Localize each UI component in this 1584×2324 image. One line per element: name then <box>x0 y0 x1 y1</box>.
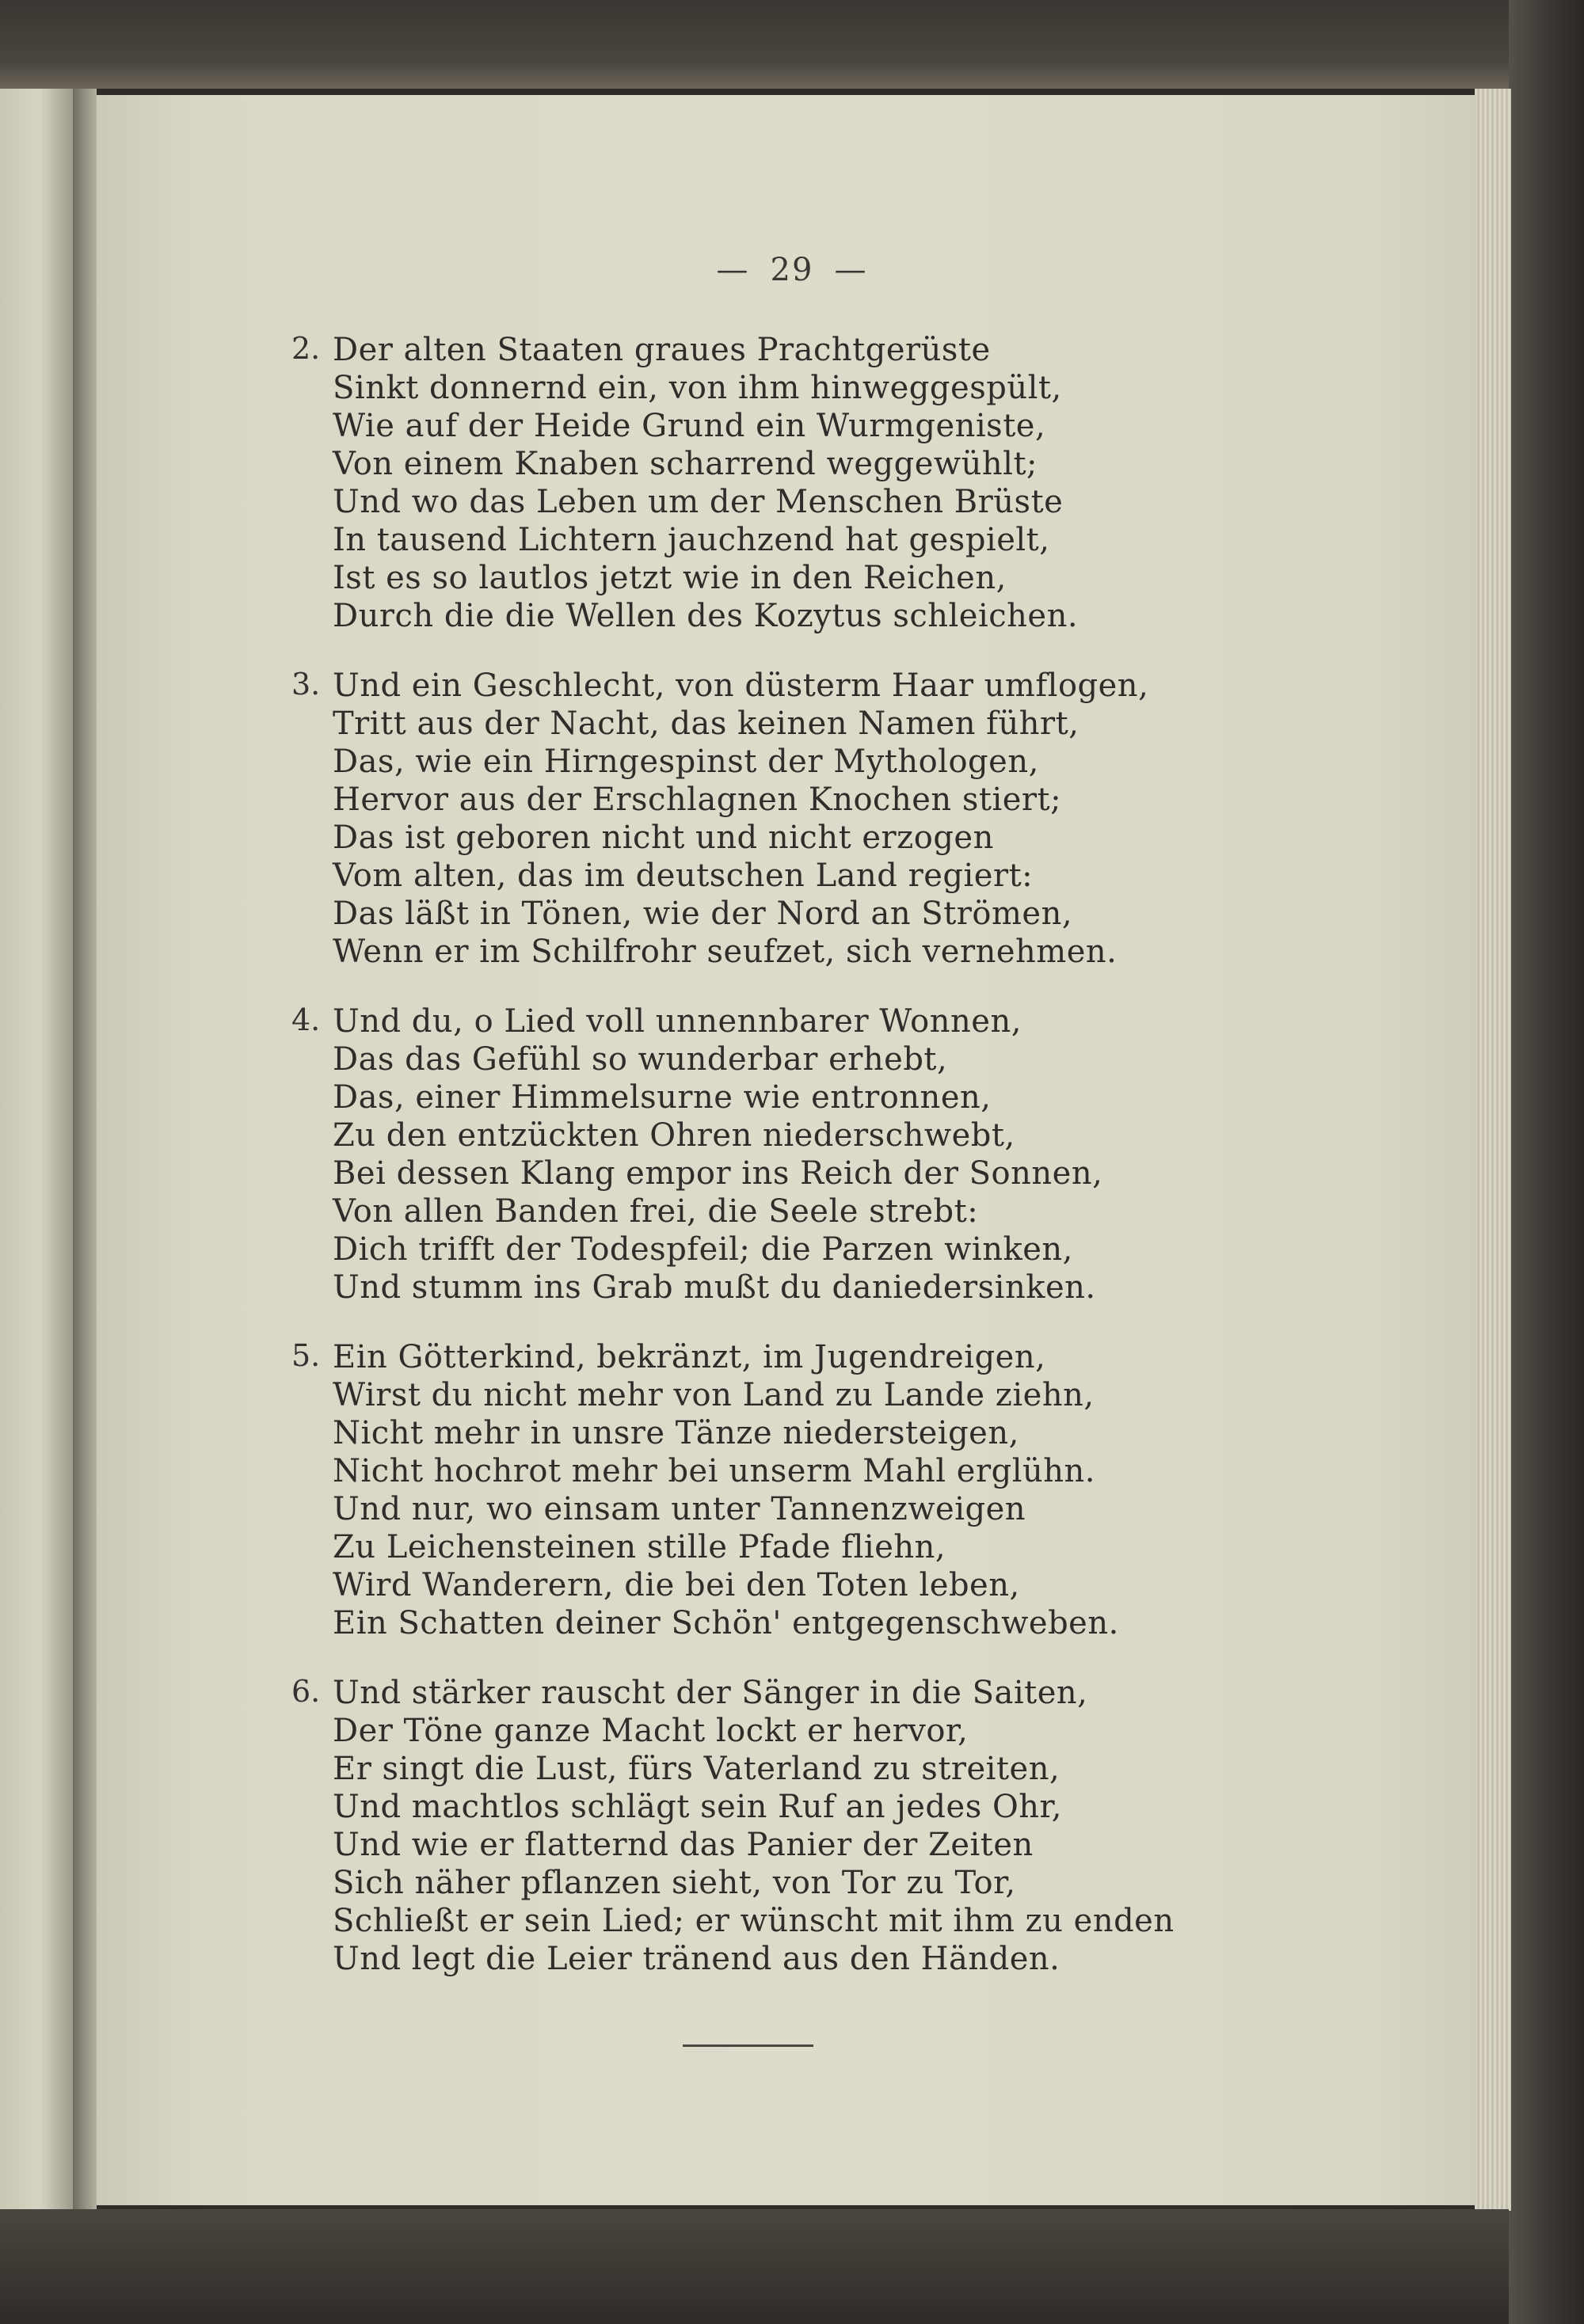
stanza-number: 2. <box>291 331 321 366</box>
dash-left: — <box>716 252 750 288</box>
verse-line: Nicht hochrot mehr bei unserm Mahl erglühn. <box>333 1453 1095 1489</box>
book-bottom-edge <box>0 2209 1509 2324</box>
verse-line: Hervor aus der Erschlagnen Knochen stiert; <box>333 782 1062 818</box>
verse-line: Und ein Geschlecht, von düsterm Haar umflogen, <box>333 668 1149 704</box>
verse-line: Sich näher pflanzen sieht, von Tor zu Tor, <box>333 1865 1016 1901</box>
verse-line: Ein Götterkind, bekränzt, im Jugendreigen, <box>333 1339 1046 1375</box>
verse-line: Der alten Staaten graues Prachtgerüste <box>333 332 991 368</box>
verse-line: Das ist geboren nicht und nicht erzogen <box>333 820 994 856</box>
verse-line: Zu den entzückten Ohren niederschwebt, <box>333 1117 1015 1154</box>
book-cover-top <box>0 0 1509 89</box>
verse-line: In tausend Lichtern jauchzend hat gespielt, <box>333 522 1050 558</box>
stanza-number: 6. <box>291 1674 321 1709</box>
verse-line: Schließt er sein Lied; er wünscht mit ihm zu enden <box>333 1903 1175 1939</box>
verse-line: Der Töne ganze Macht lockt er hervor, <box>333 1713 969 1749</box>
verse-line: Wird Wanderern, die bei den Toten leben, <box>333 1567 1020 1603</box>
stanza-4 <box>291 1002 1103 1307</box>
verse-line: Das, einer Himmelsurne wie entronnen, <box>333 1079 992 1116</box>
verse-line: Und wo das Leben um der Menschen Brüste <box>333 484 1064 520</box>
book-cover-right <box>1509 0 1584 2324</box>
book-gutter <box>73 89 97 2227</box>
verse-line: Tritt aus der Nacht, das keinen Namen führt, <box>333 706 1079 742</box>
verse-line: Und machtlos schlägt sein Ruf an jedes Ohr, <box>333 1789 1062 1825</box>
stanza-number: 4. <box>291 1002 321 1037</box>
verse-line: Bei dessen Klang empor ins Reich der Sonnen, <box>333 1155 1103 1192</box>
verse-line: Ist es so lautlos jetzt wie in den Reichen, <box>333 560 1007 596</box>
stanza-5 <box>291 1338 1119 1642</box>
closing-rule <box>683 2044 813 2047</box>
page-number: 29 <box>770 252 814 288</box>
stanza-6 <box>291 1674 1175 1978</box>
page-number-header <box>0 252 1584 288</box>
stanza-2 <box>291 331 1079 635</box>
verse-line: Und wie er flatternd das Panier der Zeiten <box>333 1827 1034 1863</box>
verse-line: Wie auf der Heide Grund ein Wurmgeniste, <box>333 408 1046 444</box>
stanza-number: 3. <box>291 667 321 702</box>
verse-line: Sinkt donnernd ein, von ihm hinweggespült, <box>333 370 1062 406</box>
verse-line: Und nur, wo einsam unter Tannenzweigen <box>333 1491 1026 1527</box>
verse-line: Und legt die Leier tränend aus den Händen. <box>333 1941 1060 1977</box>
verse-line: Das, wie ein Hirngespinst der Mythologen, <box>333 744 1039 780</box>
verse-line: Von allen Banden frei, die Seele strebt: <box>333 1193 979 1230</box>
page-edges <box>1475 89 1511 2211</box>
verse-line: Er singt die Lust, fürs Vaterland zu streiten, <box>333 1751 1060 1787</box>
verse-line: Vom alten, das im deutschen Land regiert: <box>333 858 1034 894</box>
verse-line: Und stärker rauscht der Sänger in die Saiten, <box>333 1675 1088 1711</box>
verse-line: Das das Gefühl so wunderbar erhebt, <box>333 1041 948 1078</box>
verse-line: Von einem Knaben scharrend weggewühlt; <box>333 446 1038 482</box>
verse-line: Wenn er im Schilfrohr seufzet, sich vernehmen. <box>333 934 1118 970</box>
verse-line: Durch die die Wellen des Kozytus schleichen. <box>333 598 1079 634</box>
stanza-number: 5. <box>291 1338 321 1373</box>
verse-line: Nicht mehr in unsre Tänze niedersteigen, <box>333 1415 1019 1451</box>
verse-line: Und stumm ins Grab mußt du daniedersinken. <box>333 1269 1096 1306</box>
verse-line: Dich trifft der Todespfeil; die Parzen winken, <box>333 1231 1073 1268</box>
verse-line: Das läßt in Tönen, wie der Nord an Strömen, <box>333 896 1073 932</box>
verse-line: Zu Leichensteinen stille Pfade fliehn, <box>333 1529 946 1565</box>
verse-line: Wirst du nicht mehr von Land zu Lande ziehn, <box>333 1377 1095 1413</box>
verse-line: Ein Schatten deiner Schön' entgegenschweben. <box>333 1605 1119 1641</box>
dash-right: — <box>834 252 868 288</box>
stanza-3 <box>291 667 1149 971</box>
verse-line: Und du, o Lied voll unnennbarer Wonnen, <box>333 1003 1022 1040</box>
left-page-edge <box>0 89 73 2227</box>
